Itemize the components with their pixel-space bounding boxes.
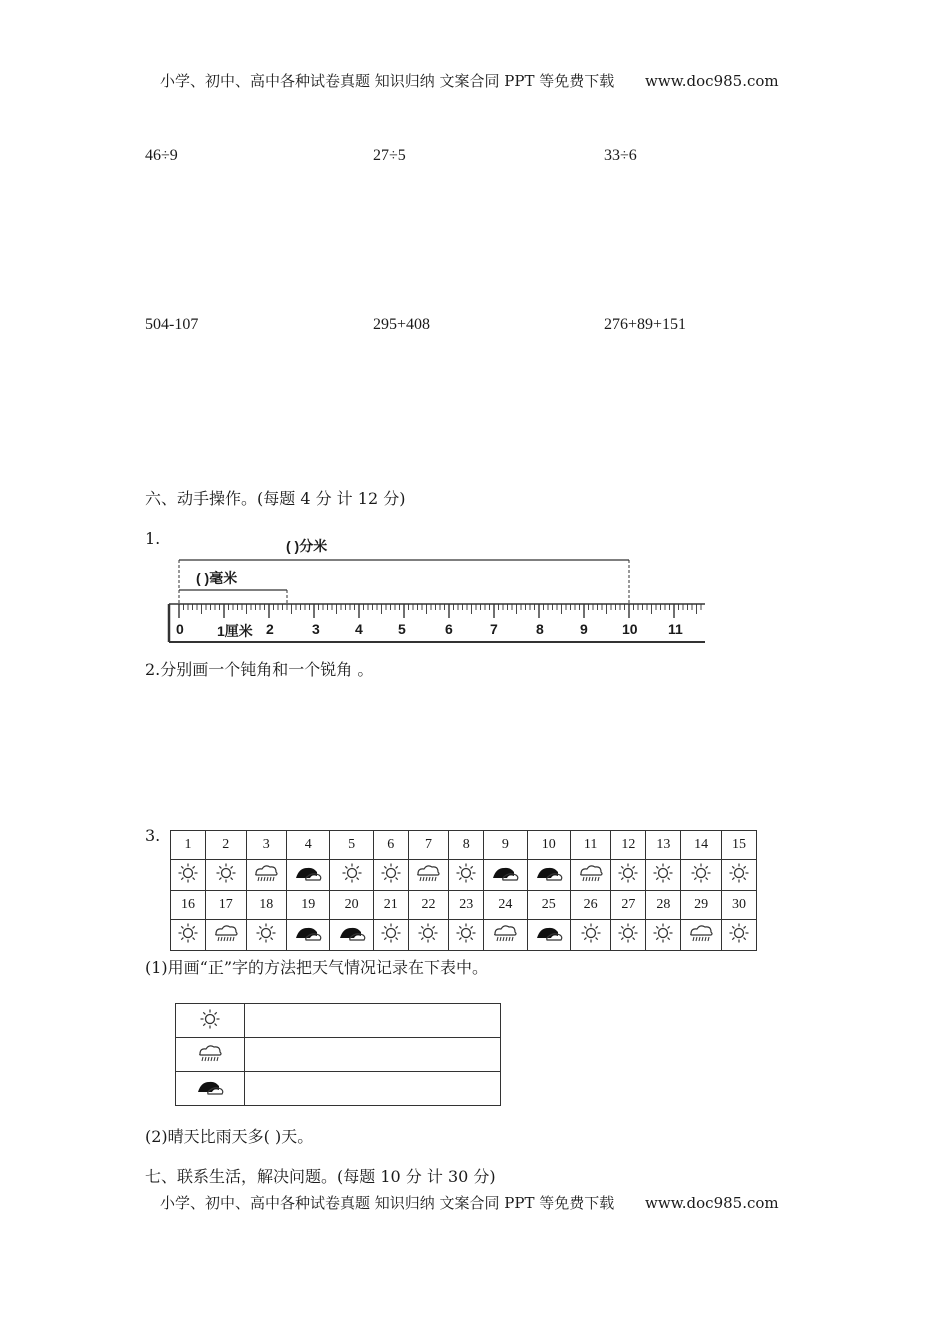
dm-label: ( )分米: [286, 538, 328, 554]
weather-cell: [527, 920, 570, 951]
mm-label: ( )毫米: [196, 570, 238, 586]
weather-cell: [721, 920, 756, 951]
rain-icon: [196, 1042, 224, 1064]
day-number: 18: [246, 891, 287, 920]
day-number: 3: [246, 831, 287, 860]
sub-question-1: (1)用画“正”字的方法把天气情况记录在下表中。: [145, 958, 489, 977]
question-2: 2.分别画一个钝角和一个锐角 。: [145, 660, 374, 679]
sun-icon: [651, 862, 675, 884]
tally-table: [175, 1003, 501, 1106]
ruler-label: 5: [398, 621, 406, 637]
page-header: [160, 70, 779, 91]
ruler-label: 10: [622, 621, 638, 637]
calc-item: 33÷6: [604, 147, 637, 164]
ruler-label: 11: [668, 621, 683, 637]
rain-icon: [491, 922, 519, 944]
day-number: 2: [205, 831, 246, 860]
day-number: 14: [681, 831, 722, 860]
section-title: 七、联系生活，解决问题。(每题 10 分 计 30 分): [145, 1167, 496, 1186]
weather-cell: [373, 860, 408, 891]
sun-icon: [176, 922, 200, 944]
weather-cell: [171, 860, 206, 891]
sun-icon: [214, 862, 238, 884]
weather-cell: [570, 860, 611, 891]
sun-icon: [454, 922, 478, 944]
weather-cell: [205, 920, 246, 951]
tally-row-cloud: [176, 1072, 245, 1106]
day-number: 25: [527, 891, 570, 920]
day-number: 10: [527, 831, 570, 860]
day-number: 11: [570, 831, 611, 860]
tally-row-sun: [176, 1004, 245, 1038]
ruler-label: 7: [490, 621, 498, 637]
sun-icon: [254, 922, 278, 944]
rain-icon: [577, 862, 605, 884]
question-number: 3.: [145, 826, 161, 845]
day-number: 6: [373, 831, 408, 860]
rain-icon: [252, 862, 280, 884]
sun-icon: [616, 922, 640, 944]
sun-icon: [340, 862, 364, 884]
day-number: 20: [330, 891, 373, 920]
weather-cell: [646, 920, 681, 951]
day-number: 7: [408, 831, 449, 860]
sun-icon: [379, 862, 403, 884]
sun-icon: [727, 862, 751, 884]
day-number: 1: [171, 831, 206, 860]
sun-icon: [454, 862, 478, 884]
ruler-label: 4: [355, 621, 363, 637]
cloud-icon: [195, 1076, 225, 1098]
day-number: 13: [646, 831, 681, 860]
sun-icon: [651, 922, 675, 944]
tally-cell-sun[interactable]: [245, 1004, 501, 1038]
cloud-icon: [490, 862, 520, 884]
weather-cell: [527, 860, 570, 891]
day-number: 4: [287, 831, 330, 860]
calc-item: 276+89+151: [604, 316, 687, 333]
section-title: 六、动手操作。(每题 4 分 计 12 分): [145, 489, 406, 508]
cloud-icon: [293, 922, 323, 944]
sun-icon: [727, 922, 751, 944]
calc-item: 27÷5: [373, 147, 406, 164]
weather-cell: [646, 860, 681, 891]
ruler-label: 9: [580, 621, 588, 637]
footer-site: www.doc985.com: [645, 1194, 779, 1212]
sun-icon: [616, 862, 640, 884]
cloud-icon: [534, 862, 564, 884]
weather-cell: [611, 920, 646, 951]
day-number: 17: [205, 891, 246, 920]
day-number: 9: [484, 831, 527, 860]
day-number: 19: [287, 891, 330, 920]
ruler-label: 8: [536, 621, 544, 637]
cloud-icon: [337, 922, 367, 944]
question-number: 1.: [145, 529, 161, 548]
day-number: 28: [646, 891, 681, 920]
weather-cell: [484, 920, 527, 951]
calc-item: 504-107: [145, 316, 199, 333]
weather-cell: [205, 860, 246, 891]
weather-cell: [408, 860, 449, 891]
sun-icon: [579, 922, 603, 944]
ruler-label: 2: [266, 621, 274, 637]
header-site: www.doc985.com: [645, 72, 779, 90]
day-number: 27: [611, 891, 646, 920]
sun-icon: [689, 862, 713, 884]
weather-cell: [681, 920, 722, 951]
page-footer: [160, 1192, 779, 1213]
sub-question-2: (2)晴天比雨天多( )天。: [145, 1127, 314, 1146]
day-number: 21: [373, 891, 408, 920]
sun-icon: [416, 922, 440, 944]
day-number: 24: [484, 891, 527, 920]
sun-icon: [379, 922, 403, 944]
weather-cell: [570, 920, 611, 951]
day-number: 30: [721, 891, 756, 920]
weather-cell: [611, 860, 646, 891]
ruler-label: 6: [445, 621, 453, 637]
ruler-label: 1厘米: [217, 623, 253, 639]
calc-item: 295+408: [373, 316, 431, 333]
sun-icon: [176, 862, 200, 884]
weather-cell: [330, 860, 373, 891]
rain-icon: [414, 862, 442, 884]
day-number: 8: [449, 831, 484, 860]
sun-icon: [198, 1008, 222, 1030]
weather-cell: [171, 920, 206, 951]
calc-item: 46÷9: [145, 147, 178, 164]
day-number: 5: [330, 831, 373, 860]
header-text: 小学、初中、高中各种试卷真题 知识归纳 文案合同 PPT 等免费下载: [160, 72, 615, 90]
weather-cell: [373, 920, 408, 951]
weather-cell: [449, 860, 484, 891]
weather-cell: [681, 860, 722, 891]
tally-row-rain: [176, 1038, 245, 1072]
day-number: 22: [408, 891, 449, 920]
ruler-ticks: [179, 604, 701, 618]
weather-cell: [287, 860, 330, 891]
weather-cell: [721, 860, 756, 891]
weather-cell: [408, 920, 449, 951]
day-number: 23: [449, 891, 484, 920]
weather-cell: [287, 920, 330, 951]
weather-cell: [449, 920, 484, 951]
cloud-icon: [293, 862, 323, 884]
rain-icon: [212, 922, 240, 944]
day-number: 29: [681, 891, 722, 920]
cloud-icon: [534, 922, 564, 944]
weather-cell: [246, 860, 287, 891]
tally-cell-rain[interactable]: [245, 1038, 501, 1072]
tally-cell-cloud[interactable]: [245, 1072, 501, 1106]
day-number: 16: [171, 891, 206, 920]
ruler-label: 3: [312, 621, 320, 637]
weather-cell: [330, 920, 373, 951]
ruler-label: 0: [176, 621, 184, 637]
weather-cell: [246, 920, 287, 951]
day-number: 26: [570, 891, 611, 920]
rain-icon: [687, 922, 715, 944]
weather-table: [170, 830, 757, 951]
day-number: 15: [721, 831, 756, 860]
footer-text: 小学、初中、高中各种试卷真题 知识归纳 文案合同 PPT 等免费下载: [160, 1194, 615, 1212]
day-number: 12: [611, 831, 646, 860]
weather-cell: [484, 860, 527, 891]
